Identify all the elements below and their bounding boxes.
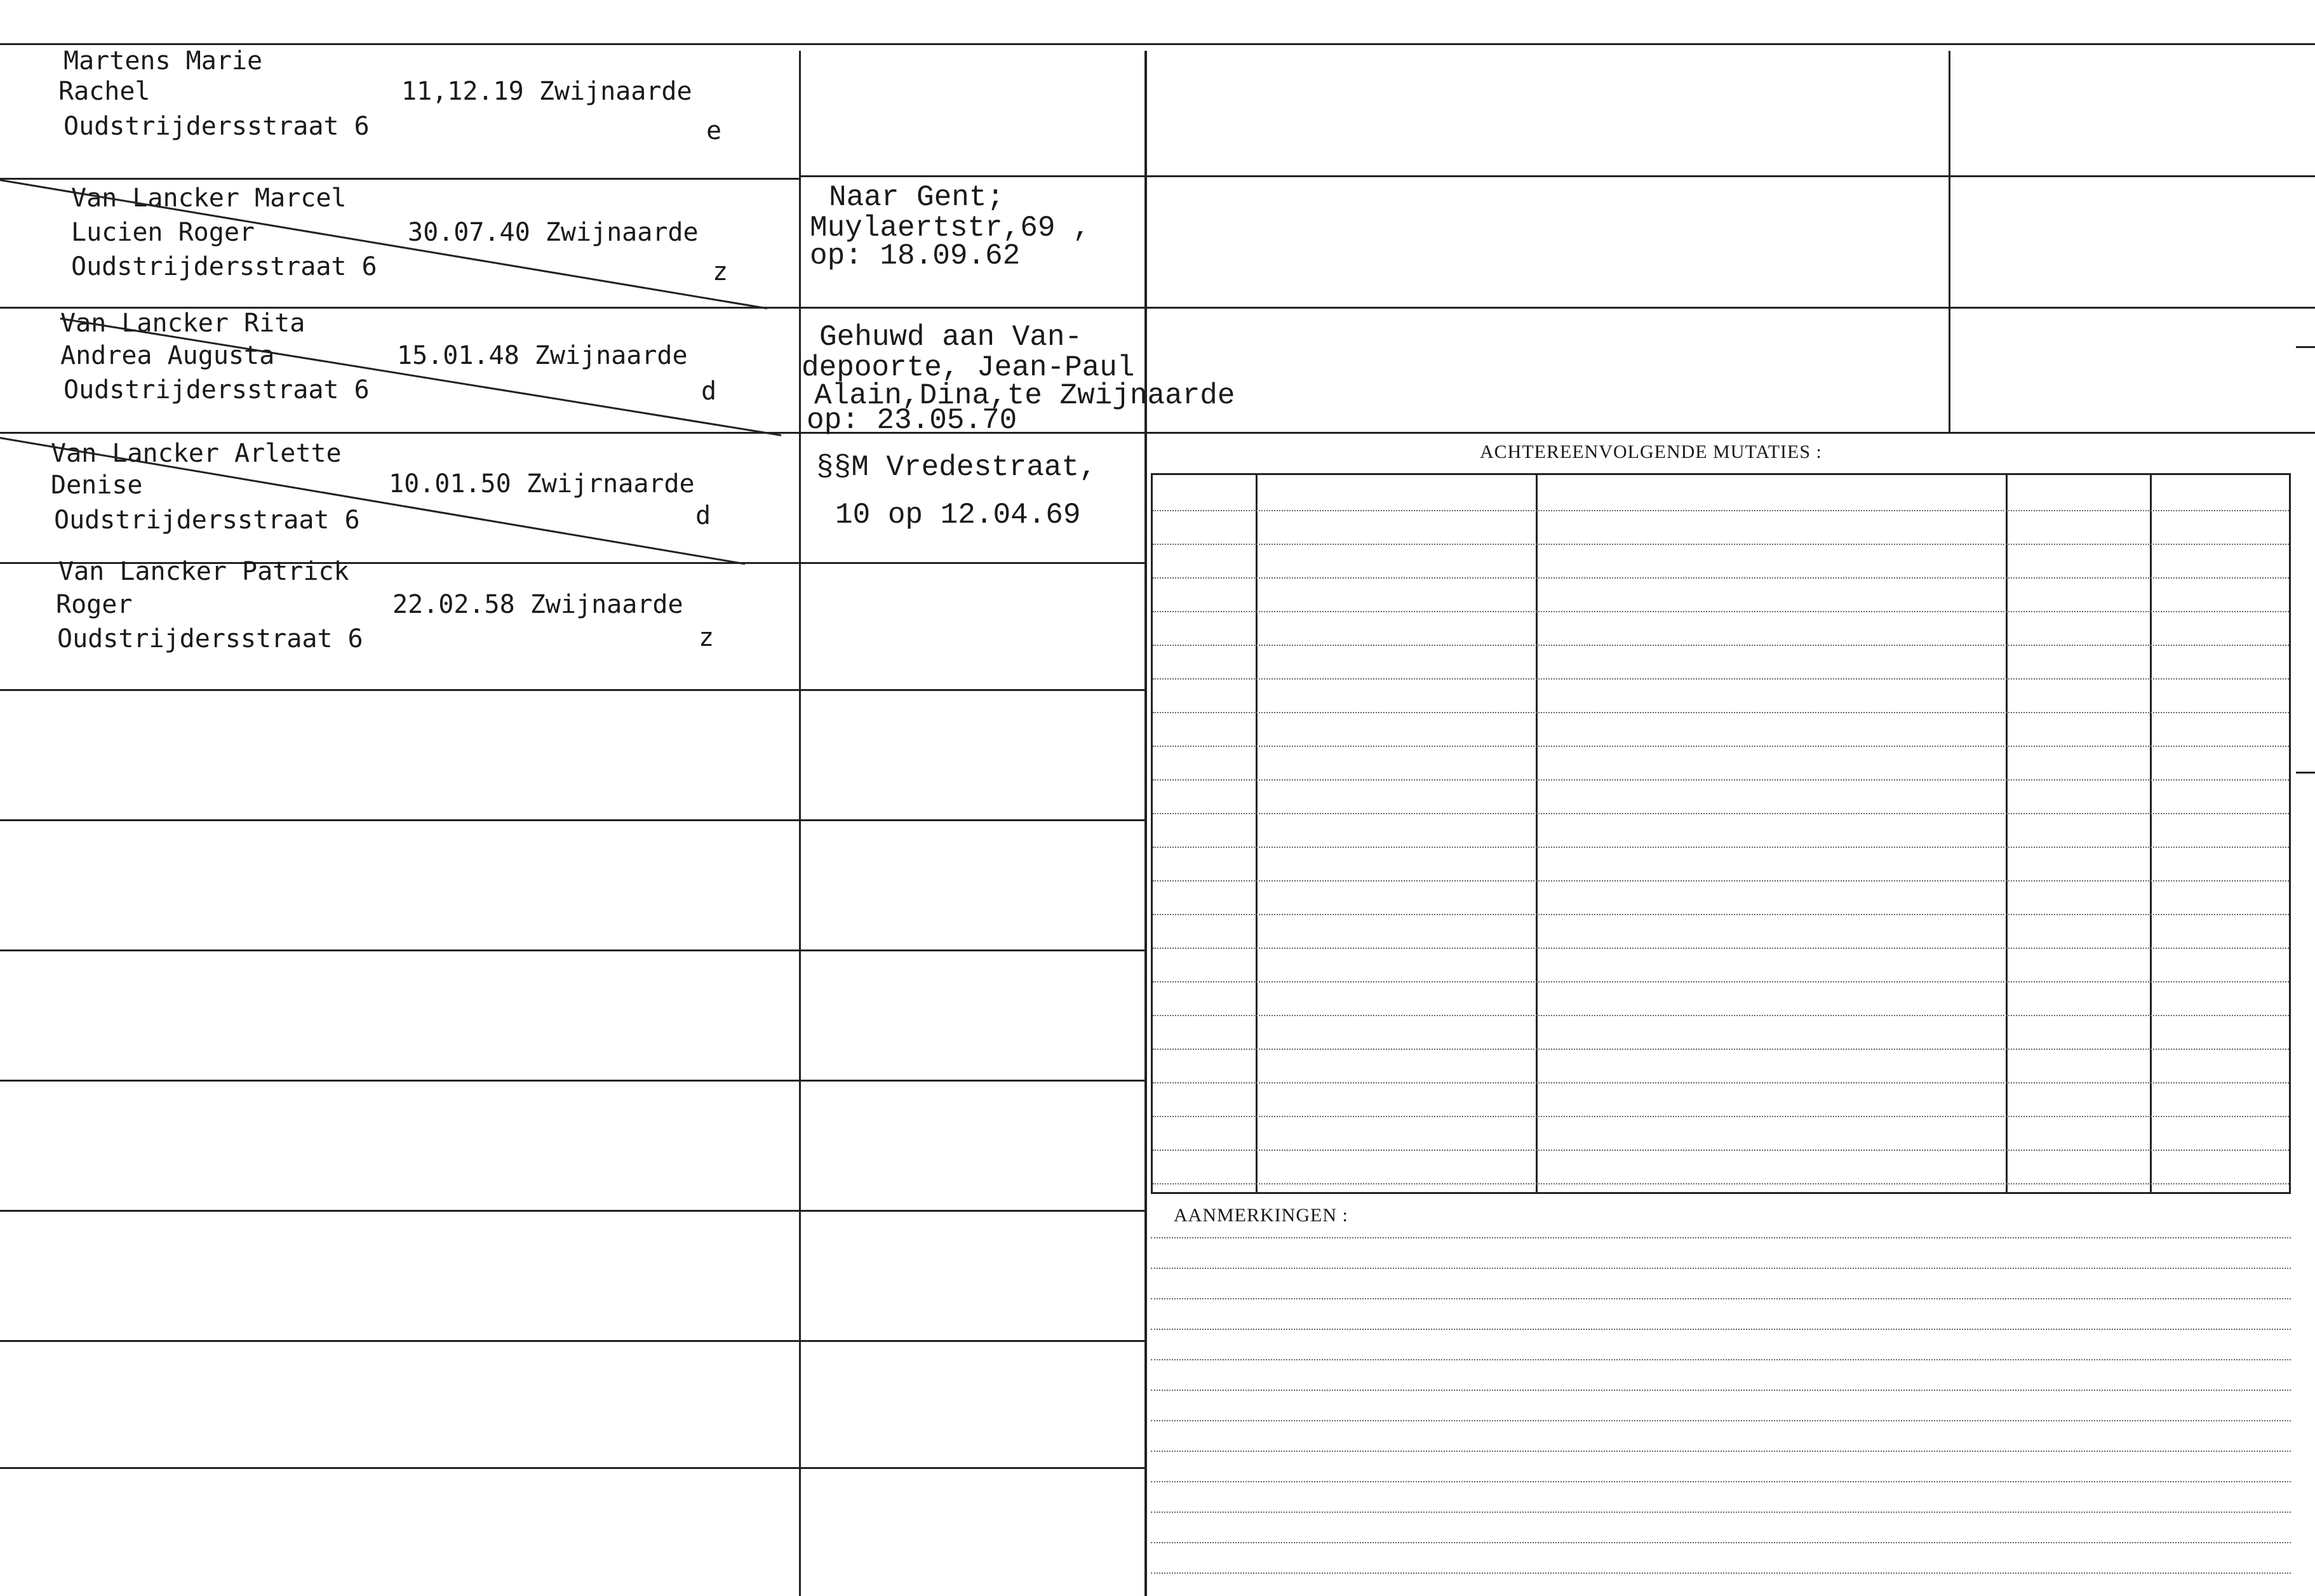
ruled-line (1151, 1298, 2291, 1299)
ruled-line (1151, 1268, 2291, 1269)
note-line: op: 18.09.62 (810, 239, 1021, 272)
record-address: Oudstrijdersstraat 6 (57, 624, 363, 654)
col-divider-2 (1144, 51, 1147, 1596)
ruled-line (1153, 645, 2289, 646)
ruled-line (1151, 1390, 2291, 1391)
record-name: Martens Marie (64, 46, 263, 76)
row-line (0, 819, 1144, 821)
record-address: Oudstrijdersstraat 6 (64, 112, 370, 141)
note-line: Naar Gent; (829, 181, 1005, 214)
ruled-line (1153, 510, 2289, 511)
col-divider-3 (1949, 51, 1950, 432)
ruled-line (1153, 779, 2289, 781)
ruled-line (1153, 712, 2289, 713)
record-code: e (706, 116, 722, 145)
record-code: z (699, 623, 715, 652)
mutaties-table (1151, 473, 2291, 1194)
record-date-place: 11,12.19 Zwijnaarde (401, 77, 692, 106)
record-name-2: Rachel (58, 77, 151, 106)
col-divider-1 (799, 51, 801, 1596)
ruled-line (1151, 1420, 2291, 1421)
ruled-line (1151, 1573, 2291, 1574)
ruled-line (1153, 678, 2289, 680)
record-name-2: Denise (51, 471, 143, 500)
ruled-line (1151, 1359, 2291, 1360)
ruled-line (1151, 1451, 2291, 1452)
margin-tick (2296, 772, 2315, 774)
note-line: depoorte, Jean-Paul (802, 351, 1135, 384)
ruled-line (1153, 1049, 2289, 1050)
record-date-place: 10.01.50 Zwijrnaarde (389, 469, 695, 499)
record-date-place: 22.02.58 Zwijnaarde (393, 590, 683, 619)
row-line (799, 175, 2315, 177)
top-border (0, 43, 2315, 45)
record-address: Oudstrijdersstraat 6 (71, 252, 377, 281)
mutaties-col (1536, 475, 1538, 1194)
ruled-line (1153, 948, 2289, 949)
ruled-line (1153, 847, 2289, 848)
note-line: Gehuwd aan Van- (819, 321, 1083, 354)
row-line (0, 307, 2315, 309)
ruled-line (1153, 577, 2289, 579)
ruled-line (1151, 1329, 2291, 1330)
record-date-place: 15.01.48 Zwijnaarde (397, 341, 688, 370)
note-line: Muylaertstr,69 , (810, 211, 1090, 245)
record-strikethrough (0, 437, 745, 565)
row-line (0, 1080, 1144, 1082)
record-code: z (713, 257, 728, 286)
record-name: Van Lancker Marcel (71, 184, 347, 213)
ruled-line (1151, 1512, 2291, 1513)
record-address: Oudstrijdersstraat 6 (54, 506, 360, 535)
row-line (0, 689, 1144, 691)
ruled-line (1153, 746, 2289, 747)
note-line: Alain,Dina,te Zwijnaarde (814, 379, 1235, 412)
aanmerkingen-header: AANMERKINGEN : (1174, 1205, 1348, 1226)
record-name-2: Roger (56, 590, 133, 619)
ruled-line (1151, 1542, 2291, 1543)
mutaties-header: ACHTEREENVOLGENDE MUTATIES : (1480, 441, 1822, 462)
record-address: Oudstrijdersstraat 6 (64, 375, 370, 405)
row-line (0, 949, 1144, 951)
ruled-line (1153, 611, 2289, 612)
ruled-line (1153, 981, 2289, 982)
margin-tick (2296, 346, 2315, 348)
note-line: op: 23.05.70 (807, 404, 1017, 437)
ruled-line (1153, 1082, 2289, 1083)
ruled-line (1153, 1150, 2289, 1151)
ruled-line (1153, 1116, 2289, 1117)
record-name-2: Lucien Roger (71, 218, 255, 247)
record-code: d (701, 377, 717, 406)
record-name: Van Lancker Patrick (58, 557, 349, 586)
record-code: d (695, 501, 711, 530)
note-line: §§M Vredestraat, (816, 451, 1097, 484)
mutaties-col (2006, 475, 2008, 1194)
ruled-line (1151, 1481, 2291, 1482)
row-line (0, 178, 799, 180)
record-name-2: Andrea Augusta (60, 341, 275, 370)
record-name: Van Lancker Rita (60, 309, 305, 338)
ruled-line (1153, 1015, 2289, 1016)
ruled-line (1153, 914, 2289, 915)
row-line (0, 1340, 1144, 1342)
mutaties-col (1256, 475, 1258, 1194)
record-name: Van Lancker Arlette (51, 439, 342, 468)
ruled-line (1153, 544, 2289, 545)
record-date-place: 30.07.40 Zwijnaarde (408, 218, 699, 247)
row-line (0, 432, 2315, 434)
ruled-line (1153, 813, 2289, 814)
note-line: 10 op 12.04.69 (835, 499, 1081, 532)
ruled-line (1153, 1183, 2289, 1184)
ruled-line (1151, 1237, 2291, 1238)
row-line (0, 1210, 1144, 1212)
ruled-line (1153, 880, 2289, 882)
mutaties-col (2150, 475, 2152, 1194)
row-line (799, 562, 1144, 564)
row-line (0, 1467, 1144, 1469)
